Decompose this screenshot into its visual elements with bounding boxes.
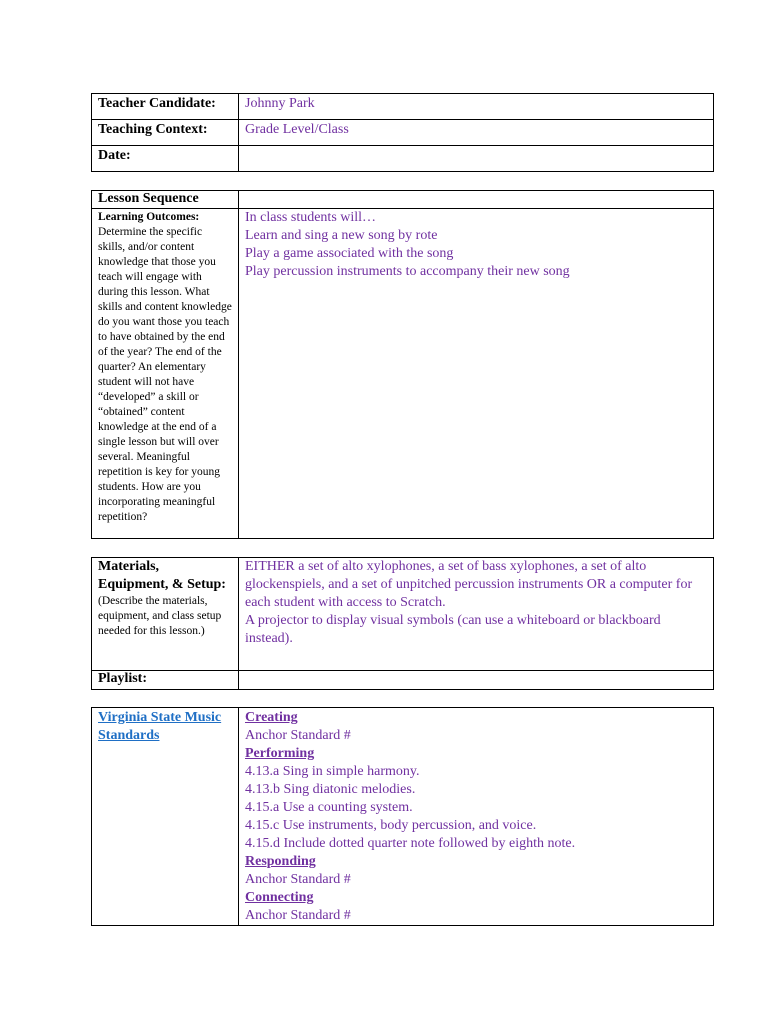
date-value bbox=[239, 146, 714, 172]
materials-table bbox=[91, 557, 714, 690]
lesson-sequence-label: Lesson Sequence bbox=[92, 191, 239, 209]
playlist-label: Playlist: bbox=[92, 671, 239, 690]
connecting-item: Anchor Standard # bbox=[245, 908, 351, 923]
outcome-line: Play percussion instruments to accompany their new song bbox=[245, 264, 570, 279]
responding-heading: Responding bbox=[245, 854, 316, 869]
performing-item: 4.15.c Use instruments, body percussion, and voice. bbox=[245, 818, 537, 833]
lesson-sequence-value bbox=[239, 191, 714, 209]
teacher-candidate-value: Johnny Park bbox=[239, 94, 714, 120]
creating-item: Anchor Standard # bbox=[245, 728, 351, 743]
materials-description: (Describe the materials, equipment, and class setup needed for this lesson.) bbox=[98, 595, 222, 637]
playlist-value bbox=[239, 671, 714, 690]
performing-item: 4.13.a Sing in simple harmony. bbox=[245, 764, 420, 779]
header-table bbox=[91, 93, 714, 172]
teaching-context-label: Teaching Context: bbox=[92, 120, 239, 146]
learning-outcomes-label: Learning Outcomes: bbox=[98, 211, 200, 223]
learning-outcomes-description: Determine the specific skills, and/or content knowledge that those you teach will engage with during this lesson. What skills and content knowledge do you want those you teach to have obtained by the end of the year? The end of the quarter? An elementary student will not have “developed” a skill or “obtained” content knowledge at the end of a single lesson but will over several. Meaningful repetition is key for young students. How are you incorporating meaningful repetition? bbox=[98, 226, 232, 523]
teacher-candidate-label: Teacher Candidate: bbox=[92, 94, 239, 120]
materials-label: Materials, Equipment, & Setup: bbox=[98, 559, 226, 592]
performing-item: 4.13.b Sing diatonic melodies. bbox=[245, 782, 416, 797]
materials-line: EITHER a set of alto xylophones, a set of bass xylophones, a set of alto glockenspiels, and a set of unpitched percussion instruments OR a computer for each student with access to Scratch. bbox=[245, 559, 693, 610]
materials-line: A projector to display visual symbols (can use a whiteboard or blackboard instead). bbox=[245, 613, 661, 646]
teaching-context-value: Grade Level/Class bbox=[239, 120, 714, 146]
connecting-heading: Connecting bbox=[245, 890, 314, 905]
standards-label-cell bbox=[92, 708, 239, 926]
performing-item: 4.15.d Include dotted quarter note followed by eighth note. bbox=[245, 836, 576, 851]
date-label: Date: bbox=[92, 146, 239, 172]
materials-label-cell bbox=[92, 558, 239, 671]
standards-table bbox=[91, 707, 714, 926]
outcome-line: In class students will… bbox=[245, 210, 377, 225]
outcome-line: Learn and sing a new song by rote bbox=[245, 228, 438, 243]
materials-content bbox=[239, 558, 714, 671]
learning-outcomes-cell bbox=[92, 209, 239, 539]
performing-item: 4.15.a Use a counting system. bbox=[245, 800, 413, 815]
learning-outcomes-content bbox=[239, 209, 714, 539]
performing-heading: Performing bbox=[245, 746, 315, 761]
creating-heading: Creating bbox=[245, 710, 298, 725]
outcome-line: Play a game associated with the song bbox=[245, 246, 454, 261]
virginia-standards-link[interactable]: Virginia State Music Standards bbox=[98, 710, 222, 743]
responding-item: Anchor Standard # bbox=[245, 872, 351, 887]
standards-content bbox=[239, 708, 714, 926]
lesson-table bbox=[91, 190, 714, 539]
